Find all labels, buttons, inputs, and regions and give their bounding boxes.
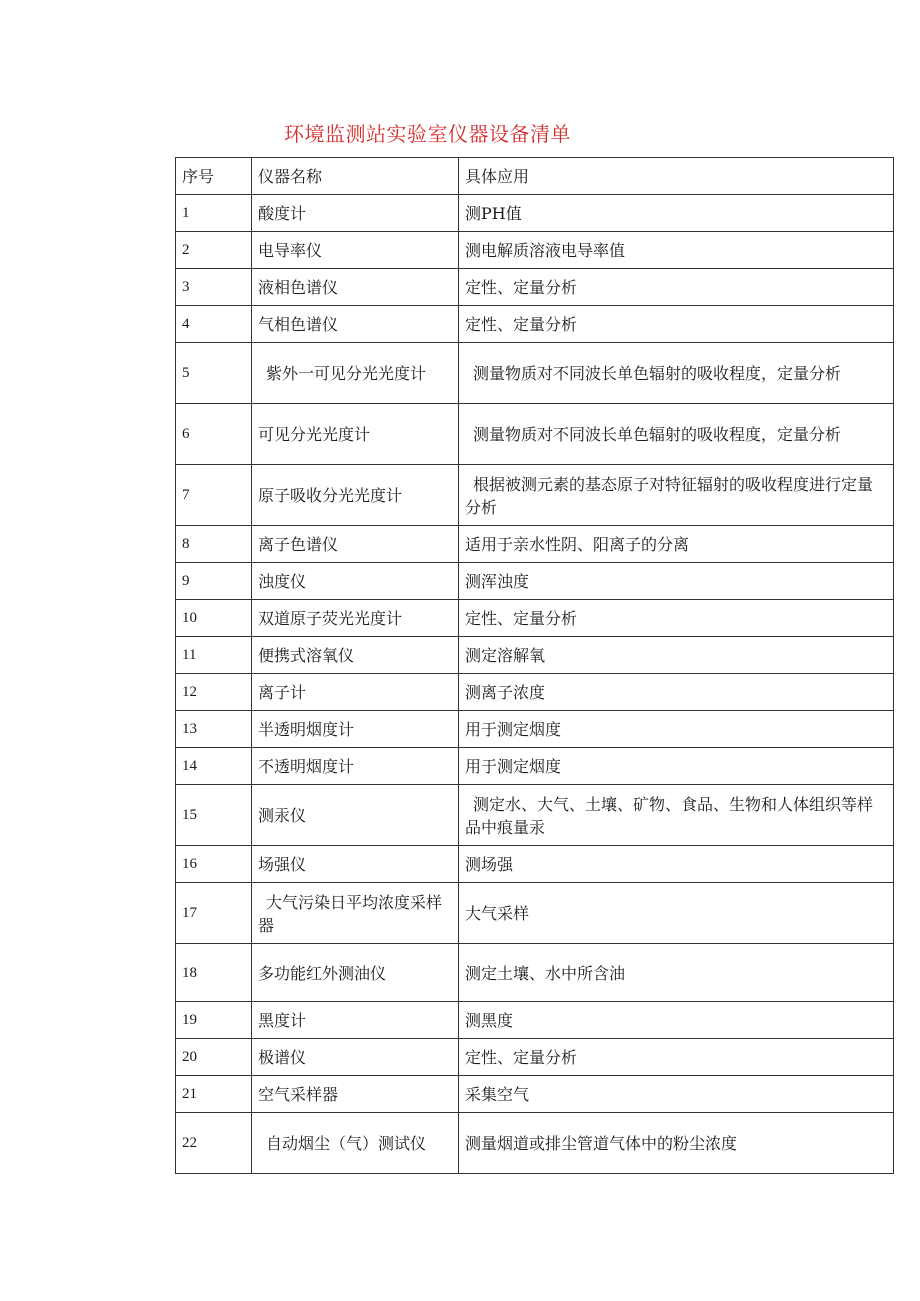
- instrument-name: 黑度计: [252, 1002, 459, 1039]
- instrument-name: 原子吸收分光光度计: [252, 465, 459, 526]
- instrument-application: 定性、定量分析: [459, 306, 894, 343]
- equipment-table: [175, 157, 894, 1174]
- table-row: [176, 269, 894, 306]
- row-number: 19: [176, 1002, 252, 1039]
- instrument-application: 采集空气: [459, 1076, 894, 1113]
- instrument-name-text: 紫外一可见分光光度计: [266, 364, 427, 383]
- row-number: 7: [176, 465, 252, 526]
- instrument-application: 定性、定量分析: [459, 1039, 894, 1076]
- instrument-name: 液相色谱仪: [252, 269, 459, 306]
- row-number: 9: [176, 563, 252, 600]
- instrument-name: 可见分光光度计: [252, 404, 459, 465]
- row-number: 5: [176, 343, 252, 404]
- instrument-application: 大气采样: [459, 883, 894, 944]
- row-number: 2: [176, 232, 252, 269]
- table-row: [176, 404, 894, 465]
- row-number: 4: [176, 306, 252, 343]
- instrument-application-text: 测量物质对不同波长单色辐射的吸收程度，定量分析: [473, 425, 842, 444]
- table-row: [176, 748, 894, 785]
- row-number: 1: [176, 195, 252, 232]
- instrument-name-text: 大气污染日平均浓度采样器: [258, 892, 443, 935]
- instrument-application: 测定土壤、水中所含油: [459, 944, 894, 1002]
- instrument-name: 离子计: [252, 674, 459, 711]
- instrument-name: 多功能红外测油仪: [252, 944, 459, 1002]
- table-row: [176, 306, 894, 343]
- instrument-name: 半透明烟度计: [252, 711, 459, 748]
- table-row: [176, 1039, 894, 1076]
- instrument-application: 测浑浊度: [459, 563, 894, 600]
- header-application: 具体应用: [459, 158, 894, 195]
- row-number: 6: [176, 404, 252, 465]
- instrument-application: 用于测定烟度: [459, 711, 894, 748]
- table-row: [176, 846, 894, 883]
- row-number: 17: [176, 883, 252, 944]
- table-row: [176, 465, 894, 526]
- instrument-name: 空气采样器: [252, 1076, 459, 1113]
- instrument-application: [459, 404, 894, 465]
- instrument-application: 测量烟道或排尘管道气体中的粉尘浓度: [459, 1113, 894, 1174]
- instrument-application: [459, 785, 894, 846]
- instrument-name: 便携式溶氧仪: [252, 637, 459, 674]
- instrument-application-text: 测量物质对不同波长单色辐射的吸收程度，定量分析: [473, 364, 842, 383]
- table-row: [176, 674, 894, 711]
- instrument-application: 测黑度: [459, 1002, 894, 1039]
- instrument-name: 场强仪: [252, 846, 459, 883]
- instrument-name: 测汞仪: [252, 785, 459, 846]
- document-title: 环境监测站实验室仪器设备清单: [284, 122, 571, 146]
- header-number: 序号: [176, 158, 252, 195]
- instrument-name: 双道原子荧光光度计: [252, 600, 459, 637]
- instrument-name: 酸度计: [252, 195, 459, 232]
- table-row: [176, 883, 894, 944]
- instrument-application: 测定溶解氧: [459, 637, 894, 674]
- instrument-application: 适用于亲水性阴、阳离子的分离: [459, 526, 894, 563]
- instrument-application-text: 根据被测元素的基态原子对特征辐射的吸收程度进行定量分析: [465, 474, 874, 517]
- table-row: [176, 1002, 894, 1039]
- table-row: [176, 1076, 894, 1113]
- instrument-name: 电导率仪: [252, 232, 459, 269]
- table-row: [176, 944, 894, 1002]
- instrument-name: 不透明烟度计: [252, 748, 459, 785]
- instrument-application-text: 测定水、大气、土壤、矿物、食品、生物和人体组织等样品中痕量汞: [465, 794, 874, 837]
- instrument-name: [252, 1113, 459, 1174]
- row-number: 12: [176, 674, 252, 711]
- row-number: 8: [176, 526, 252, 563]
- row-number: 18: [176, 944, 252, 1002]
- table-row: [176, 526, 894, 563]
- row-number: 20: [176, 1039, 252, 1076]
- instrument-name: [252, 343, 459, 404]
- instrument-name: [252, 883, 459, 944]
- instrument-application: 测电解质溶液电导率值: [459, 232, 894, 269]
- row-number: 11: [176, 637, 252, 674]
- header-instrument-name: 仪器名称: [252, 158, 459, 195]
- instrument-name-text: 自动烟尘（气）测试仪: [266, 1134, 427, 1153]
- row-number: 15: [176, 785, 252, 846]
- instrument-application: 测PH值: [459, 195, 894, 232]
- table-row: [176, 637, 894, 674]
- row-number: 21: [176, 1076, 252, 1113]
- row-number: 14: [176, 748, 252, 785]
- table-row: [176, 785, 894, 846]
- instrument-name: 气相色谱仪: [252, 306, 459, 343]
- instrument-application: [459, 465, 894, 526]
- instrument-application: 测场强: [459, 846, 894, 883]
- row-number: 3: [176, 269, 252, 306]
- instrument-application: [459, 343, 894, 404]
- instrument-name: 离子色谱仪: [252, 526, 459, 563]
- row-number: 16: [176, 846, 252, 883]
- table-row: [176, 711, 894, 748]
- instrument-name: 浊度仪: [252, 563, 459, 600]
- instrument-application: 测离子浓度: [459, 674, 894, 711]
- table-row: [176, 195, 894, 232]
- row-number: 10: [176, 600, 252, 637]
- table-row: [176, 343, 894, 404]
- instrument-name: 极谱仪: [252, 1039, 459, 1076]
- table-row: [176, 232, 894, 269]
- table-row: [176, 563, 894, 600]
- row-number: 22: [176, 1113, 252, 1174]
- instrument-application: 用于测定烟度: [459, 748, 894, 785]
- instrument-application: 定性、定量分析: [459, 600, 894, 637]
- table-row: [176, 1113, 894, 1174]
- instrument-application: 定性、定量分析: [459, 269, 894, 306]
- row-number: 13: [176, 711, 252, 748]
- table-row: [176, 600, 894, 637]
- table-header-row: [176, 158, 894, 195]
